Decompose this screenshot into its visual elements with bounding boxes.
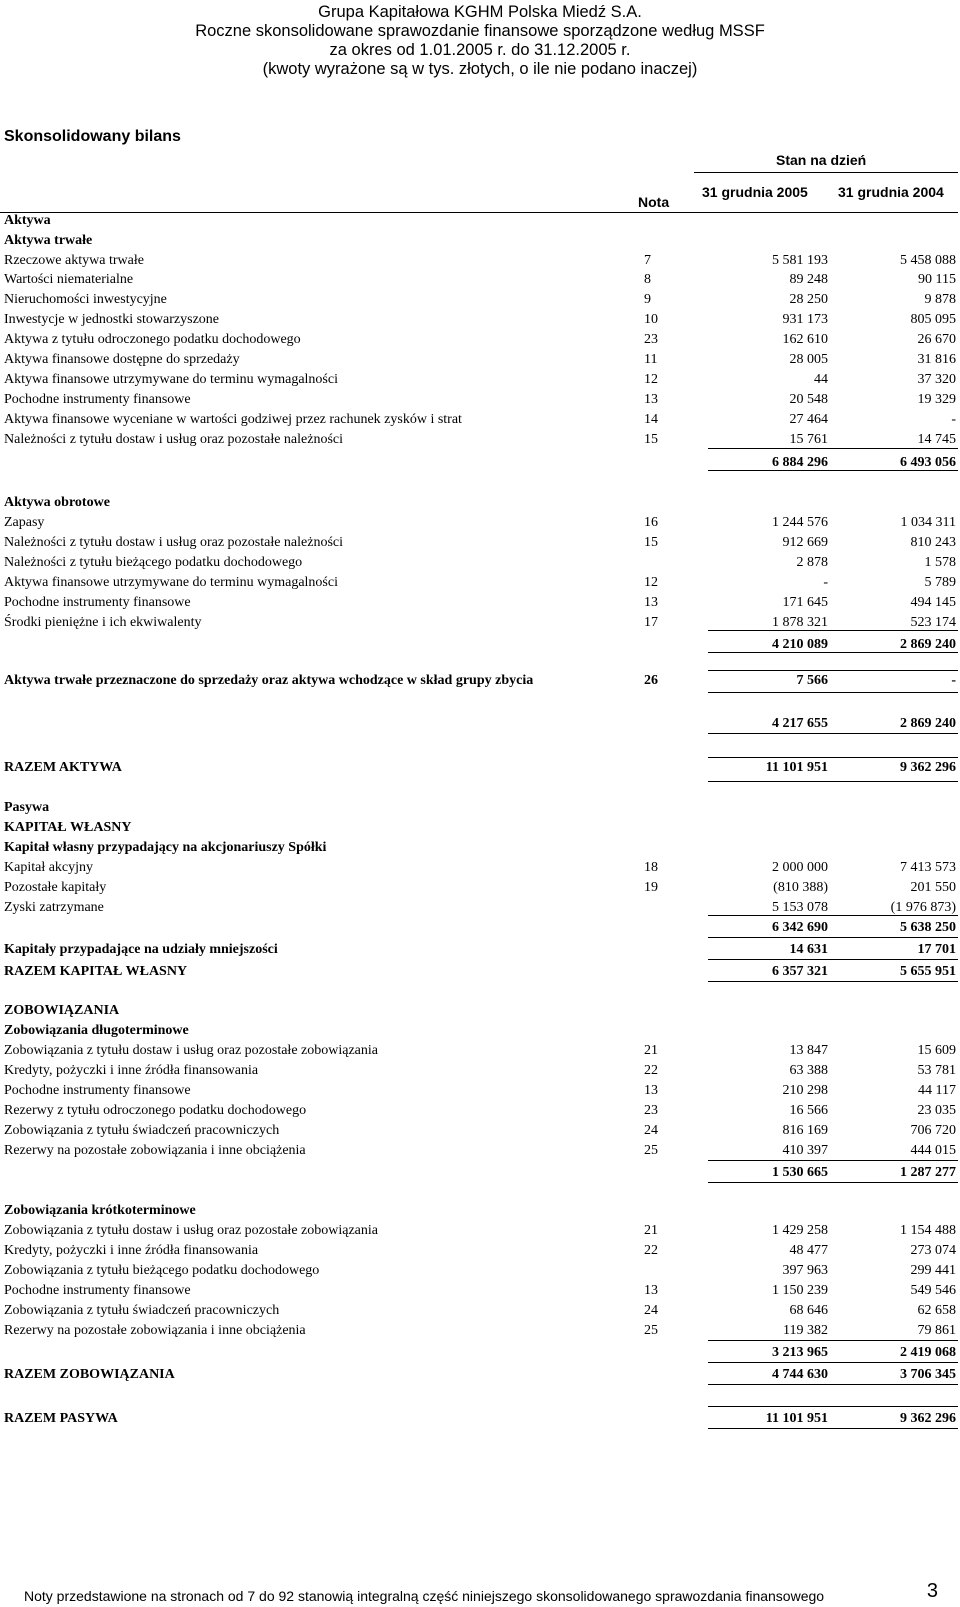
row-label: RAZEM PASYWA: [4, 1411, 118, 1426]
total-rule: [708, 757, 958, 758]
value-2005: 16 566: [789, 1103, 828, 1118]
value-2004: -: [951, 673, 956, 688]
header-report: Roczne skonsolidowane sprawozdanie finansowe sporządzone według MSSF: [195, 22, 765, 40]
column-header-2005: 31 grudnia 2005: [702, 184, 808, 200]
value-2005: 1 530 665: [772, 1165, 828, 1180]
row-label: Pochodne instrumenty finansowe: [4, 1083, 191, 1098]
total-rule: [708, 959, 958, 960]
row-note: 24: [644, 1123, 658, 1138]
value-2004: 9 878: [924, 292, 956, 307]
row-label: Zobowiązania długoterminowe: [4, 1023, 189, 1038]
row-label: Zobowiązania z tytułu dostaw i usług oraz pozostałe zobowiązania: [4, 1223, 378, 1238]
value-2005: 89 248: [789, 272, 828, 287]
value-2004: 6 493 056: [900, 455, 956, 470]
value-2005: 13 847: [789, 1043, 828, 1058]
table-row: [4, 372, 960, 390]
value-2005: 931 173: [782, 312, 828, 327]
row-note: 18: [644, 860, 658, 875]
value-2005: 162 610: [782, 332, 828, 347]
value-2005: -: [823, 575, 828, 590]
value-2005: 14 631: [789, 942, 828, 957]
total-rule: [708, 937, 958, 938]
value-2004: 79 861: [917, 1323, 956, 1338]
value-2004: 444 015: [910, 1143, 956, 1158]
value-2004: 5 655 951: [900, 964, 956, 979]
value-2004: 9 362 296: [900, 760, 956, 775]
total-rule: [708, 1406, 958, 1407]
table-row: [4, 1283, 960, 1301]
total-rule: [708, 1160, 958, 1161]
value-2004: 523 174: [910, 615, 956, 630]
row-label: Pozostałe kapitały: [4, 880, 107, 895]
value-2005: 68 646: [789, 1303, 828, 1318]
total-rule: [708, 448, 958, 449]
row-label: Aktywa finansowe dostępne do sprzedaży: [4, 352, 240, 367]
table-row: [4, 1003, 960, 1021]
row-label: Aktywa trwałe: [4, 233, 93, 248]
subtotal-row: [4, 1345, 960, 1363]
row-note: 21: [644, 1043, 658, 1058]
value-2005: 28 005: [789, 352, 828, 367]
table-row: [4, 760, 960, 778]
value-2005: 11 101 951: [765, 760, 828, 775]
page-title: Skonsolidowany bilans: [4, 128, 181, 145]
row-label: Zobowiązania z tytułu świadczeń pracowniczych: [4, 1123, 280, 1138]
value-2004: 1 578: [924, 555, 956, 570]
row-note: 22: [644, 1243, 658, 1258]
table-row: [4, 964, 960, 982]
value-2004: 19 329: [917, 392, 956, 407]
value-2005: 44: [814, 372, 828, 387]
row-note: 17: [644, 615, 658, 630]
value-2005: 28 250: [789, 292, 828, 307]
value-2005: 5 581 193: [772, 253, 828, 268]
row-note: 13: [644, 392, 658, 407]
row-label: Należności z tytułu dostaw i usług oraz pozostałe należności: [4, 535, 344, 550]
row-note: 8: [644, 272, 651, 287]
value-2005: 816 169: [782, 1123, 828, 1138]
header-units: (kwoty wyrażone są w tys. złotych, o ile nie podano inaczej): [262, 60, 698, 78]
value-2005: 63 388: [789, 1063, 828, 1078]
value-2004: 810 243: [910, 535, 956, 550]
row-label: Zobowiązania krótkoterminowe: [4, 1203, 196, 1218]
value-2004: 3 706 345: [900, 1367, 956, 1382]
value-2004: 494 145: [910, 595, 956, 610]
row-label: Zapasy: [4, 515, 45, 530]
value-2004: 37 320: [917, 372, 956, 387]
value-2005: 119 382: [783, 1323, 828, 1338]
row-note: 25: [644, 1143, 658, 1158]
table-row: [4, 880, 960, 898]
table-row: [4, 412, 960, 430]
row-note: 24: [644, 1303, 658, 1318]
value-2005: 6 884 296: [772, 455, 828, 470]
value-2004: 5 458 088: [900, 253, 956, 268]
row-label: Pasywa: [4, 800, 50, 815]
table-row: [4, 860, 960, 878]
table-row: [4, 820, 960, 838]
table-row: [4, 1143, 960, 1161]
row-label: Kredyty, pożyczki i inne źródła finansowania: [4, 1243, 259, 1258]
value-2004: 23 035: [917, 1103, 956, 1118]
value-2004: 299 441: [910, 1263, 956, 1278]
column-header-2004: 31 grudnia 2004: [838, 184, 944, 200]
value-2004: 1 154 488: [900, 1223, 956, 1238]
row-note: 11: [644, 352, 658, 367]
header-divider: [694, 172, 958, 173]
value-2005: (810 388): [773, 880, 828, 895]
value-2004: (1 976 873): [890, 900, 956, 915]
table-row: [4, 1303, 960, 1321]
table-row: [4, 575, 960, 593]
row-label: Aktywa trwałe przeznaczone do sprzedaży oraz aktywa wchodzące w skład grupy zbycia: [4, 673, 534, 688]
total-rule: [708, 470, 958, 471]
row-label: Aktywa obrotowe: [4, 495, 110, 510]
total-rule: [708, 915, 958, 916]
value-2005: 4 744 630: [772, 1367, 828, 1382]
table-row: [4, 535, 960, 553]
value-2004: 2 419 068: [900, 1345, 956, 1360]
value-2005: 3 213 965: [772, 1345, 828, 1360]
row-label: Aktywa finansowe utrzymywane do terminu wymagalności: [4, 372, 338, 387]
value-2004: 9 362 296: [900, 1411, 956, 1426]
value-2004: 5 789: [924, 575, 956, 590]
total-rule: [708, 1428, 958, 1429]
value-2005: 27 464: [789, 412, 828, 427]
row-label: Kapitały przypadające na udziały mniejszości: [4, 942, 278, 957]
value-2004: 2 869 240: [900, 637, 956, 652]
table-row: [4, 253, 960, 271]
table-row: [4, 392, 960, 410]
table-row: [4, 1063, 960, 1081]
value-2004: 7 413 573: [900, 860, 956, 875]
value-2004: -: [951, 412, 956, 427]
value-2004: 90 115: [918, 272, 956, 287]
row-label: RAZEM KAPITAŁ WŁASNY: [4, 964, 188, 979]
row-note: 12: [644, 575, 658, 590]
row-note: 13: [644, 595, 658, 610]
row-label: Inwestycje w jednostki stowarzyszone: [4, 312, 219, 327]
table-row: [4, 595, 960, 613]
table-row: [4, 840, 960, 858]
row-note: 23: [644, 332, 658, 347]
total-rule: [708, 670, 958, 671]
value-2005: 4 217 655: [772, 716, 828, 731]
row-label: Pochodne instrumenty finansowe: [4, 595, 191, 610]
total-rule: [708, 692, 958, 693]
total-rule: [708, 630, 958, 631]
row-label: Rzeczowe aktywa trwałe: [4, 253, 144, 268]
value-2004: 53 781: [917, 1063, 956, 1078]
value-2005: 5 153 078: [772, 900, 828, 915]
row-label: Rezerwy na pozostałe zobowiązania i inne obciążenia: [4, 1143, 306, 1158]
value-2005: 48 477: [789, 1243, 828, 1258]
table-row: [4, 1203, 960, 1221]
table-row: [4, 332, 960, 350]
value-2004: 706 720: [910, 1123, 956, 1138]
row-label: Aktywa finansowe utrzymywane do terminu wymagalności: [4, 575, 338, 590]
total-rule: [708, 733, 958, 734]
row-label: Wartości niematerialne: [4, 272, 134, 287]
subtotal-row: [4, 920, 960, 938]
subtotal-row: [4, 1165, 960, 1183]
total-rule: [708, 1362, 958, 1363]
row-label: Kredyty, pożyczki i inne źródła finansowania: [4, 1063, 259, 1078]
document-header: [0, 2, 960, 78]
row-note: 15: [644, 535, 658, 550]
value-2005: 210 298: [782, 1083, 828, 1098]
value-2004: 201 550: [910, 880, 956, 895]
row-label: Rezerwy na pozostałe zobowiązania i inne obciążenia: [4, 1323, 306, 1338]
total-rule: [708, 1384, 958, 1385]
header-company: Grupa Kapitałowa KGHM Polska Miedź S.A.: [318, 3, 642, 21]
page-number: 3: [926, 1580, 938, 1602]
value-2004: 15 609: [917, 1043, 956, 1058]
value-2005: 6 342 690: [772, 920, 828, 935]
value-2004: 17 701: [917, 942, 956, 957]
row-note: 23: [644, 1103, 658, 1118]
value-2004: 26 670: [917, 332, 956, 347]
subtotal-row: [4, 716, 960, 734]
table-row: [4, 1223, 960, 1241]
column-header-stan: Stan na dzień: [776, 152, 867, 168]
row-label: Aktywa: [4, 213, 51, 228]
row-note: 10: [644, 312, 658, 327]
row-label: Kapitał własny przypadający na akcjonariuszy Spółki: [4, 840, 327, 855]
row-label: Kapitał akcyjny: [4, 860, 94, 875]
row-label: Aktywa finansowe wyceniane w wartości godziwej przez rachunek zysków i strat: [4, 412, 462, 427]
value-2005: 11 101 951: [765, 1411, 828, 1426]
row-note: 13: [644, 1083, 658, 1098]
table-row: [4, 233, 960, 251]
value-2005: 1 244 576: [772, 515, 828, 530]
total-rule: [708, 981, 958, 982]
table-row: [4, 1411, 960, 1429]
value-2004: 805 095: [910, 312, 956, 327]
row-label: Środki pieniężne i ich ekwiwalenty: [4, 615, 202, 630]
row-label: Aktywa z tytułu odroczonego podatku dochodowego: [4, 332, 301, 347]
table-row: [4, 515, 960, 533]
value-2004: 549 546: [910, 1283, 956, 1298]
table-row: [4, 1323, 960, 1341]
row-label: Zobowiązania z tytułu dostaw i usług oraz pozostałe zobowiązania: [4, 1043, 378, 1058]
row-note: 26: [644, 673, 658, 688]
column-header-nota: Nota: [638, 194, 670, 210]
value-2004: 44 117: [918, 1083, 956, 1098]
row-label: RAZEM AKTYWA: [4, 760, 122, 775]
value-2005: 20 548: [789, 392, 828, 407]
table-row: [4, 213, 960, 231]
row-label: Zobowiązania z tytułu bieżącego podatku dochodowego: [4, 1263, 320, 1278]
table-row: [4, 1243, 960, 1261]
value-2005: 397 963: [782, 1263, 828, 1278]
row-label: Nieruchomości inwestycyjne: [4, 292, 167, 307]
value-2005: 1 878 321: [772, 615, 828, 630]
row-note: 14: [644, 412, 658, 427]
row-note: 21: [644, 1223, 658, 1238]
value-2005: 15 761: [789, 432, 828, 447]
value-2004: 1 034 311: [900, 515, 956, 530]
row-label: ZOBOWIĄZANIA: [4, 1003, 120, 1018]
row-note: 15: [644, 432, 658, 447]
value-2005: 2 878: [796, 555, 828, 570]
row-label: Należności z tytułu dostaw i usług oraz pozostałe należności: [4, 432, 344, 447]
value-2005: 912 669: [782, 535, 828, 550]
table-row: [4, 555, 960, 573]
table-row: [4, 1123, 960, 1141]
row-note: 25: [644, 1323, 658, 1338]
row-label: Pochodne instrumenty finansowe: [4, 392, 191, 407]
table-row: [4, 272, 960, 290]
value-2005: 1 429 258: [772, 1223, 828, 1238]
row-note: 19: [644, 880, 658, 895]
table-row: [4, 1103, 960, 1121]
value-2005: 1 150 239: [772, 1283, 828, 1298]
value-2005: 410 397: [782, 1143, 828, 1158]
row-label: Należności z tytułu bieżącego podatku dochodowego: [4, 555, 303, 570]
value-2005: 6 357 321: [772, 964, 828, 979]
row-note: 22: [644, 1063, 658, 1078]
value-2005: 4 210 089: [772, 637, 828, 652]
row-note: 16: [644, 515, 658, 530]
footer-note: Noty przedstawione na stronach od 7 do 92 stanowią integralną część niniejszego skonsolidowanego sprawozdania finansowego: [24, 1588, 825, 1604]
value-2004: 5 638 250: [900, 920, 956, 935]
value-2005: 2 000 000: [772, 860, 828, 875]
value-2004: 31 816: [917, 352, 956, 367]
table-row: [4, 1043, 960, 1061]
total-rule: [708, 781, 958, 782]
table-row: [4, 312, 960, 330]
table-row: [4, 1083, 960, 1101]
value-2004: 2 869 240: [900, 716, 956, 731]
row-label: Pochodne instrumenty finansowe: [4, 1283, 191, 1298]
value-2004: 62 658: [917, 1303, 956, 1318]
header-period: za okres od 1.01.2005 r. do 31.12.2005 r.: [329, 41, 631, 59]
row-label: KAPITAŁ WŁASNY: [4, 820, 132, 835]
row-label: Rezerwy z tytułu odroczonego podatku dochodowego: [4, 1103, 307, 1118]
table-row: [4, 1263, 960, 1281]
table-row: [4, 942, 960, 960]
row-note: 12: [644, 372, 658, 387]
table-row: [4, 495, 960, 513]
table-row: [4, 1367, 960, 1385]
value-2005: 171 645: [782, 595, 828, 610]
table-row: [4, 292, 960, 310]
value-2004: 14 745: [917, 432, 956, 447]
table-row: [4, 800, 960, 818]
table-row: [4, 1023, 960, 1041]
row-label: RAZEM ZOBOWIĄZANIA: [4, 1367, 175, 1382]
table-row: [4, 673, 960, 691]
total-rule: [708, 1340, 958, 1341]
table-row: [4, 352, 960, 370]
row-label: Zyski zatrzymane: [4, 900, 104, 915]
row-note: 13: [644, 1283, 658, 1298]
total-rule: [708, 652, 958, 653]
value-2004: 273 074: [910, 1243, 956, 1258]
total-rule: [708, 1182, 958, 1183]
value-2004: 1 287 277: [900, 1165, 956, 1180]
row-label: Zobowiązania z tytułu świadczeń pracowniczych: [4, 1303, 280, 1318]
value-2005: 7 566: [796, 673, 828, 688]
row-note: 9: [644, 292, 651, 307]
row-note: 7: [644, 253, 651, 268]
